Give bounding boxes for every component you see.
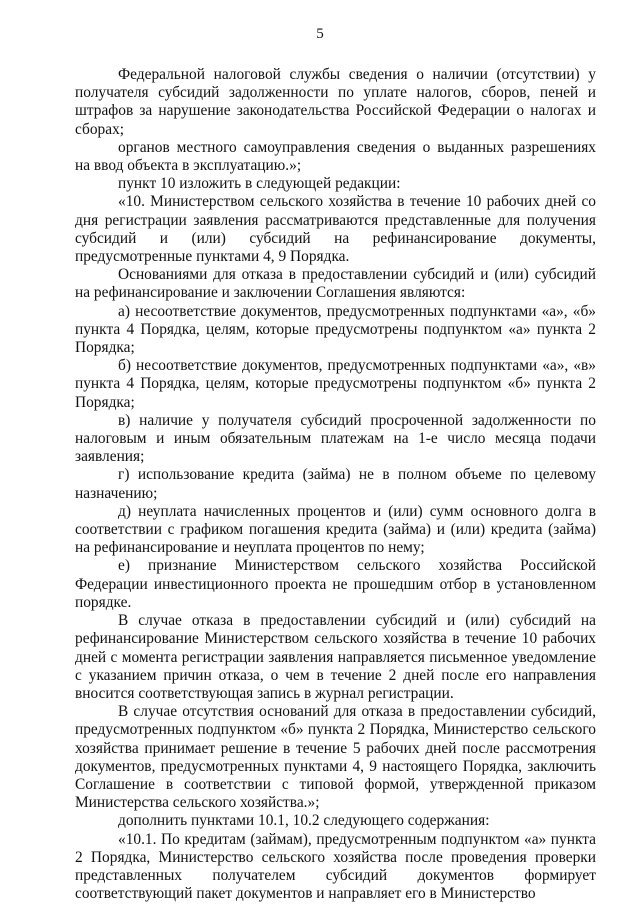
paragraph-refusal-grounds: Основаниями для отказа в предоставлении субсидий и (или) субсидий на рефинансирование и заключении Соглашения являются: bbox=[75, 266, 596, 302]
paragraph-ground-e: е) признание Министерством сельского хозяйства Российской Федерации инвестиционного проекта не прошедшим отбор в установленном порядке. bbox=[75, 557, 596, 611]
paragraph-local-authority-info: органов местного самоуправления сведения о выданных разрешениях на ввод объекта в эксплуатацию.»; bbox=[75, 138, 596, 175]
paragraph-point-10: «10. Министерством сельского хозяйства в течение 10 рабочих дней со дня регистрации заявления рассматриваются представленные для получения субсидий и (или) субсидий на рефинансирование документы, предусмотренные пунктами 4, 9 Порядка. bbox=[75, 193, 596, 266]
paragraph-ground-b: б) несоответствие документов, предусмотренных подпунктами «а», «в» пункта 4 Порядка, целям, которые предусмотрены подпунктом «б» пункта 2 Порядка; bbox=[75, 357, 596, 411]
paragraph-agreement-decision: В случае отсутствия оснований для отказа в предоставлении субсидий, предусмотренных подпунктом «б» пункта 2 Порядка, Министерство сельского хозяйства принимает решение в течение 5 рабочих дней после рассмотрения документов, предусмотренных пунктами 4, 9 настоящего Порядка, заключить Соглашение в соответствии с типовой формой, утвержденной приказом Министерства сельского хозяйства.»; bbox=[75, 703, 596, 812]
paragraph-point-10-intro: пункт 10 изложить в следующей редакции: bbox=[118, 175, 401, 193]
document-body bbox=[75, 66, 596, 903]
paragraph-point-10-1: «10.1. По кредитам (займам), предусмотренным подпунктом «а» пункта 2 Порядка, Министерство сельского хозяйства после проведения проверки представленных получателем субсидий документов формирует соответствующий пакет документов и направляет его в Министерство bbox=[75, 830, 596, 903]
paragraph-ground-a: а) несоответствие документов, предусмотренных подпунктами «а», «б» пункта 4 Порядка, целям, которые предусмотрены подпунктом «а» пункта 2 Порядка; bbox=[75, 302, 596, 357]
paragraph-add-points: дополнить пунктами 10.1, 10.2 следующего содержания: bbox=[118, 812, 490, 830]
paragraph-fns-info: Федеральной налоговой службы сведения о наличии (отсутствии) у получателя субсидий задолженности по уплате налогов, сборов, пеней и штрафов за нарушение законодательства Российской Федерации о налогах и сборах; bbox=[75, 66, 596, 138]
paragraph-ground-v: в) наличие у получателя субсидий просроченной задолженности по налоговым и иным обязательным платежам на 1-е число месяца подачи заявления; bbox=[75, 411, 596, 466]
paragraph-ground-d: д) неуплата начисленных процентов и (или) сумм основного долга в соответствии с графиком погашения кредита (займа) и (или) кредита (займа) на рефинансирование и неуплата процентов по нему; bbox=[75, 502, 596, 557]
paragraph-ground-g: г) использование кредита (займа) не в полном объеме по целевому назначению; bbox=[75, 466, 596, 502]
page-number: 5 bbox=[316, 26, 324, 42]
paragraph-refusal-notice: В случае отказа в предоставлении субсидий и (или) субсидий на рефинансирование Министерством сельского хозяйства в течение 10 рабочих дней с момента регистрации заявления направляется письменное уведомление с указанием причин отказа, о чем в течение 2 дней после его направления вносится соответствующая запись в журнал регистрации. bbox=[75, 612, 596, 702]
